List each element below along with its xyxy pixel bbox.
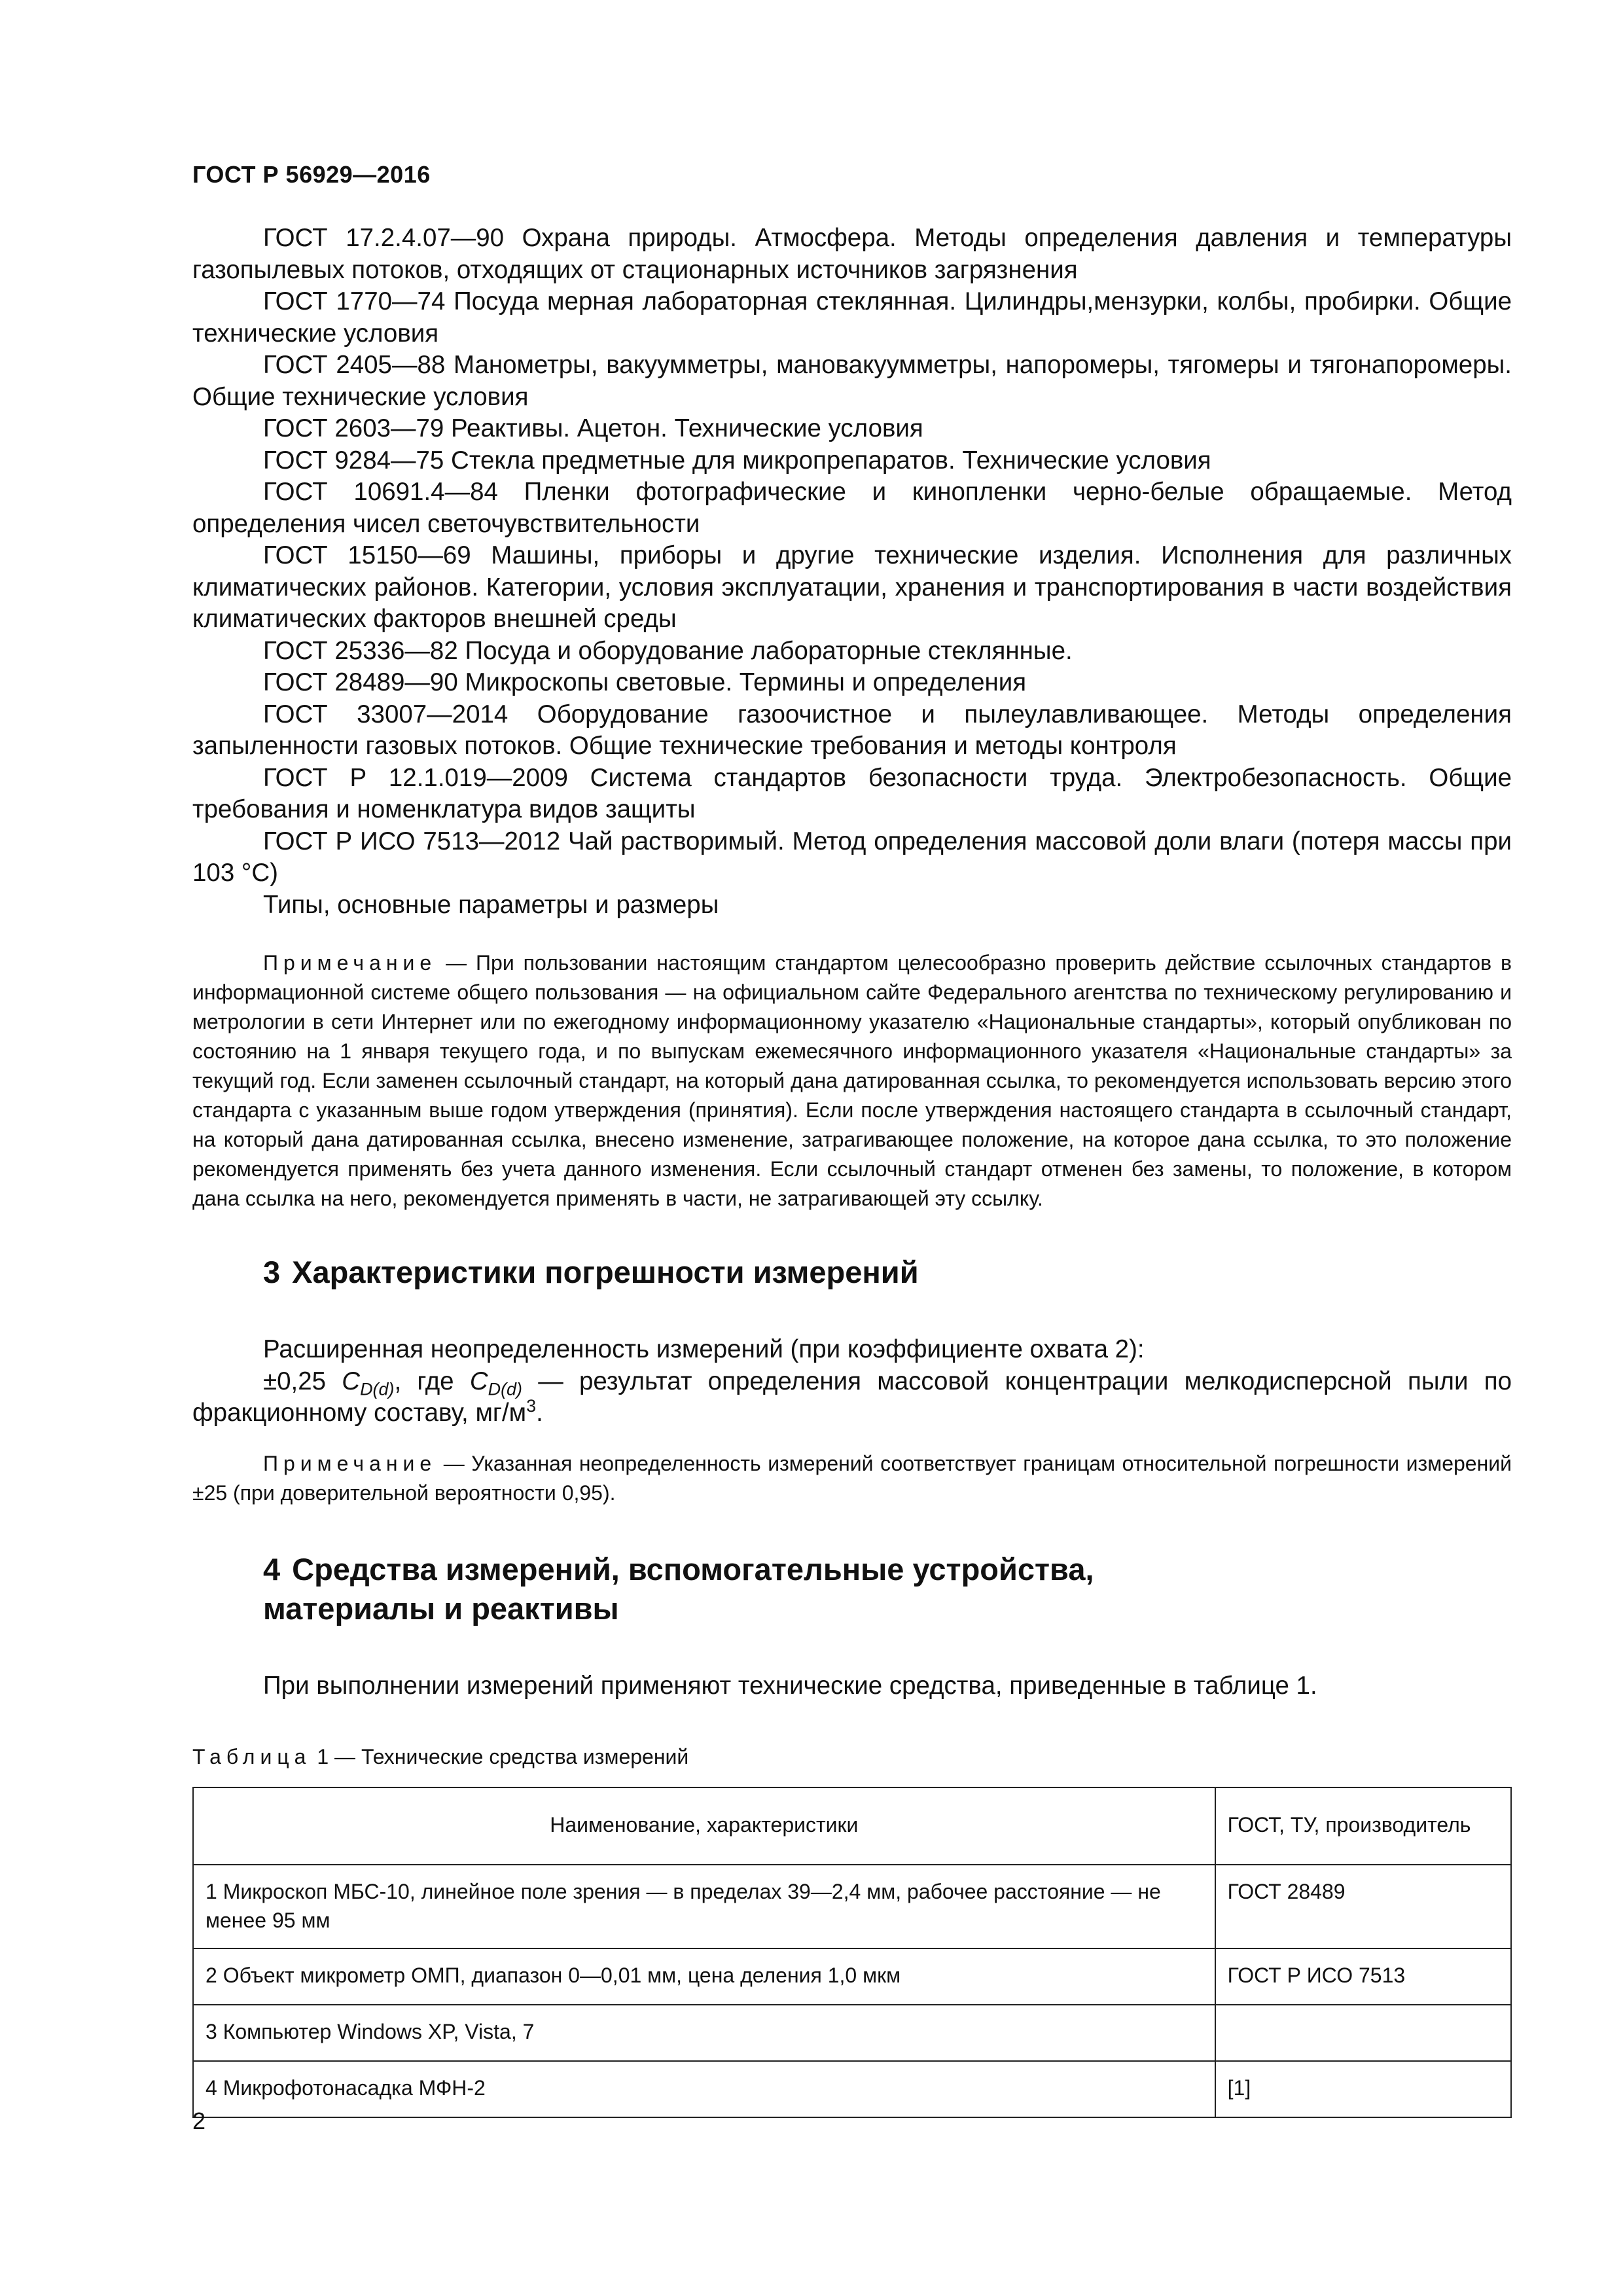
section-title-line-2: материалы и реактивы [263,1590,619,1626]
uncertainty-note [192,1449,1512,1508]
uncertainty-intro: Расширенная неопределенность измерений (при коэффициенте охвата 2): [263,1335,1145,1363]
note-label: Примечание [263,951,437,975]
table-caption-label: Таблица [192,1745,312,1768]
page-content [192,223,1512,2118]
references-note [192,948,1512,1213]
reference-item: ГОСТ Р 12.1.019—2009 Система стандартов безопасности труда. Электробезопасность. Общие требования и номенклатура видов защиты [192,763,1512,823]
reference-item: ГОСТ 1770—74 Посуда мерная лабораторная стеклянная. Цилиндры,мензурки, колбы, пробирки. Общие технические условия [192,287,1512,348]
note-text: — При пользовании настоящим стандартом целесообразно проверить действие ссылочных стандартов в информационной системе общего пользования — на официальном сайте Федерального агентства по техническому регулированию и метрологии в сети Интернет или по ежегодному информационному указателю «Национальные стандарты», который опубликован по состоянию на 1 января текущего года, и по выпускам ежемесячного информационного указателя «Национальные стандарты» за текущий год. Если заменен ссылочный стандарт, на который дана датированная ссылка, то рекомендуется использовать версию этого стандарта с указанным выше годом утверждения (принятия). Если после утверждения настоящего стандарта в ссылочный стандарт, на который дана датированная ссылка, внесено изменение, затрагивающее положение, на которое дана ссылка, то это положение рекомендуется применять без учета данного изменения. Если ссылочный стандарт отменен без замены, то положение, в котором дана ссылка на него, рекомендуется применять в части, не затрагивающей эту ссылку. [192,951,1512,1210]
formula-middle: , где [394,1367,470,1395]
reference-item: ГОСТ 2405—88 Манометры, вакуумметры, мановакуумметры, напоромеры, тягомеры и тягонапоромеры. Общие технические условия [192,351,1512,411]
reference-item: ГОСТ 10691.4—84 Пленки фотографические и кинопленки черно-белые обращаемые. Метод определения чисел светочувствительности [192,478,1512,538]
reference-item: Типы, основные параметры и размеры [263,890,719,919]
reference-item: ГОСТ 15150—69 Машины, приборы и другие технические изделия. Исполнения для различных климатических районов. Категории, условия эксплуатации, хранения и транспортирования в части воздействия климатических факторов внешней среды [192,541,1512,633]
reference-item: ГОСТ 2603—79 Реактивы. Ацетон. Технические условия [263,414,923,442]
section-title-line-1: Средства измерений, вспомогательные устройства, [292,1551,1094,1587]
table-cell-standard: ГОСТ Р ИСО 7513 [1215,1948,1511,2005]
formula-end: . [536,1399,543,1427]
table-cell-name: 3 Компьютер Windows XP, Vista, 7 [193,2005,1215,2061]
table-caption-text: 1 — Технические средства измерений [311,1745,689,1768]
section-3-heading [263,1253,1512,1292]
reference-item: ГОСТ 17.2.4.07—90 Охрана природы. Атмосфера. Методы определения давления и температуры газопылевых потоков, отходящих от стационарных источников загрязнения [192,224,1512,284]
formula-prefix: ±0,25 [263,1367,342,1395]
page-number: 2 [192,2108,206,2134]
column-header-name: Наименование, характеристики [193,1787,1215,1865]
formula-subscript: D(d) [360,1379,395,1399]
formula-symbol-2: C [469,1367,488,1395]
table-cell-name: 2 Объект микрометр ОМП, диапазон 0—0,01 мм, цена деления 1,0 мкм [193,1948,1215,2005]
table-row [193,2005,1511,2061]
table-cell-standard [1215,2005,1511,2061]
normative-references-list [192,223,1512,921]
formula-symbol: C [342,1367,361,1395]
table-cell-name: 4 Микрофотонасадка МФН-2 [193,2061,1215,2117]
section-title: Характеристики погрешности измерений [292,1255,919,1289]
formula-description: — результат определения массовой концентрации мелкодисперсной пыли по фракционному составу, мг/м [192,1367,1512,1427]
section-4-intro: При выполнении измерений применяют технические средства, приведенные в таблице 1. [263,1671,1317,1700]
technical-means-table [192,1787,1512,2118]
table-cell-standard: ГОСТ 28489 [1215,1865,1511,1948]
table-row [193,1865,1511,1948]
table-caption [192,1742,1512,1771]
formula-subscript-2: D(d) [488,1379,523,1399]
document-code-header: ГОСТ Р 56929—2016 [192,161,431,188]
table-header-row [193,1787,1511,1865]
column-header-standard: ГОСТ, ТУ, производитель [1215,1787,1511,1865]
section-number: 4 [263,1551,281,1587]
note-label: Примечание [263,1451,437,1475]
uncertainty-formula [192,1366,1512,1429]
reference-item: ГОСТ 33007—2014 Оборудование газоочистное и пылеулавливающее. Методы определения запыленности газовых потоков. Общие технические требования и методы контроля [192,700,1512,760]
note-text: — Указанная неопределенность измерений соответствует границам относительной погрешности измерений ±25 (при доверительной вероятности 0,95). [192,1451,1512,1505]
section-4-heading [263,1550,1512,1628]
reference-item: ГОСТ Р ИСО 7513—2012 Чай растворимый. Метод определения массовой доли влаги (потеря массы при 103 °С) [192,827,1512,887]
table-cell-name: 1 Микроскоп МБС-10, линейное поле зрения — в пределах 39—2,4 мм, рабочее расстояние — не менее 95 мм [193,1865,1215,1948]
reference-item: ГОСТ 9284—75 Стекла предметные для микропрепаратов. Технические условия [263,446,1211,475]
table-row [193,2061,1511,2117]
reference-item: ГОСТ 28489—90 Микроскопы световые. Термины и определения [263,668,1027,696]
section-number: 3 [263,1255,281,1289]
reference-item: ГОСТ 25336—82 Посуда и оборудование лабораторные стеклянные. [263,636,1073,665]
table-row [193,1948,1511,2005]
formula-superscript: 3 [526,1396,537,1416]
table-cell-standard: [1] [1215,2061,1511,2117]
